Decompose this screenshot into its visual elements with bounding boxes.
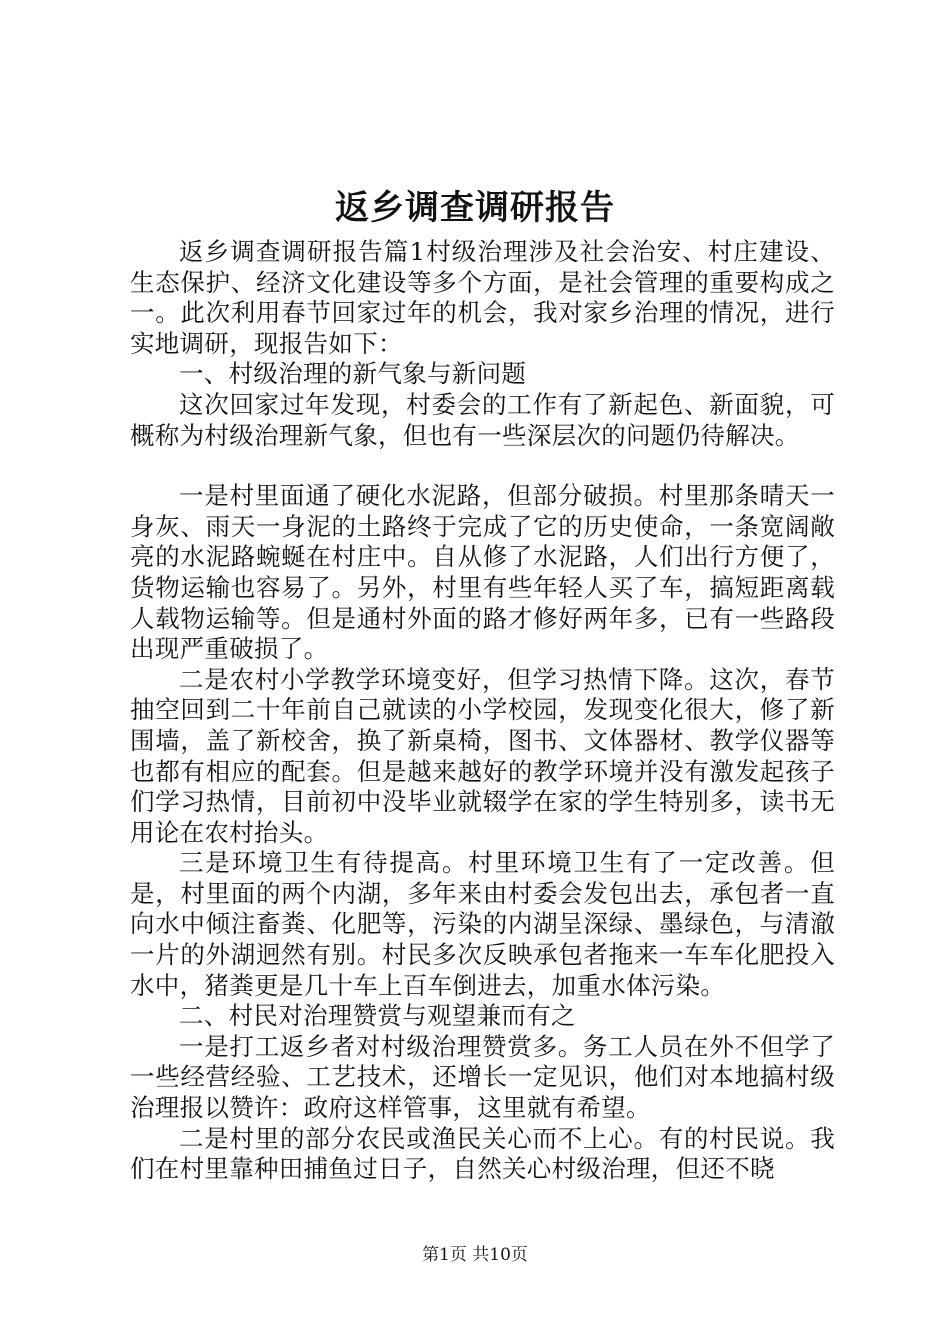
section-heading-1: 一、村级治理的新气象与新问题 — [179, 359, 527, 389]
paragraph-migrant-workers: 一是打工返乡者对村级治理赞赏多。务工人员在外不但学了一些经营经验、工艺技术，还增长一定见识，他们对本地搞村级治理报以赞许：政府这样管事，这里就有希望。 — [130, 1031, 835, 1123]
document-body — [130, 237, 835, 1185]
paragraph-road: 一是村里面通了硬化水泥路，但部分破损。村里那条晴天一身灰、雨天一身泥的土路终于完成了它的历史使命，一条宽阔敞亮的水泥路蜿蜒在村庄中。自从修了水泥路，人们出行方便了，货物运输也容易了。另外，村里有些年轻人买了车，搞短距离载人载物运输等。但是通村外面的路才修好两年多，已有一些路段出现严重破损了。 — [130, 481, 835, 664]
paragraph-environment: 三是环境卫生有待提高。村里环境卫生有了一定改善。但是，村里面的两个内湖，多年来由村委会发包出去，承包者一直向水中倾注畜粪、化肥等，污染的内湖呈深绿、墨绿色，与清澈一片的外湖迥然有别。村民多次反映承包者拖来一车车化肥投入水中，猪粪更是几十车上百车倒进去，加重水体污染。 — [130, 848, 835, 1000]
page-number-footer: 第1页 共10页 — [422, 1245, 528, 1265]
section-heading-2: 二、村民对治理赞赏与观望兼而有之 — [179, 1001, 576, 1031]
paragraph-farmers: 二是村里的部分农民或渔民关心而不上心。有的村民说。我们在村里靠种田捕鱼过日子，自然关心村级治理，但还不晓 — [130, 1123, 835, 1184]
paragraph-overview: 这次回家过年发现，村委会的工作有了新起色、新面貌，可概称为村级治理新气象，但也有一些深层次的问题仍待解决。 — [130, 389, 835, 450]
paragraph-school: 二是农村小学教学环境变好，但学习热情下降。这次，春节抽空回到二十年前自己就读的小学校园，发现变化很大，修了新围墙，盖了新校舍，换了新桌椅，图书、文体器材、教学仪器等也都有相应的配套。但是越来越好的教学环境并没有激发起孩子们学习热情，目前初中没毕业就辍学在家的学生特别多，读书无用论在农村抬头。 — [130, 664, 835, 847]
paragraph-intro: 返乡调查调研报告篇1村级治理涉及社会治安、村庄建设、生态保护、经济文化建设等多个方面，是社会管理的重要构成之一。此次利用春节回家过年的机会，我对家乡治理的情况，进行实地调研，现报告如下： — [130, 237, 835, 358]
document-title: 返乡调查调研报告 — [335, 188, 615, 228]
